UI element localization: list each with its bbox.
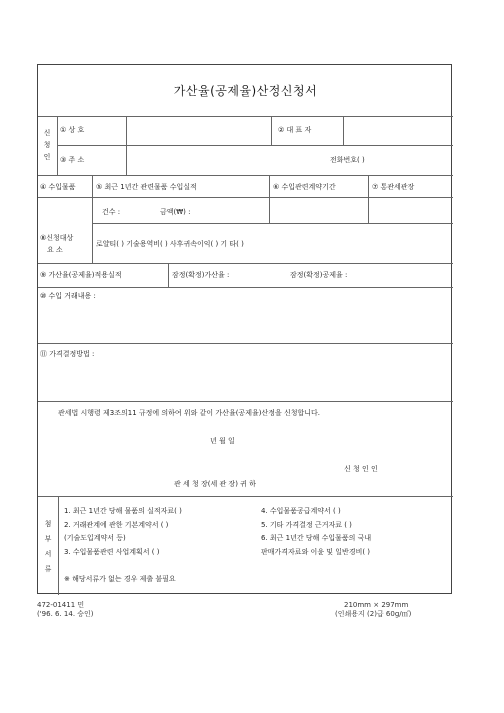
paper-spec: (인쇄용지 (2)급 60g/㎡)	[335, 610, 412, 618]
import-performance-label: ⑤ 최근 1년간 관련물품 수입실적	[96, 183, 197, 191]
rule	[38, 263, 453, 264]
attachment-item: 4. 수입물품공급계약서 ( )	[261, 507, 341, 515]
address-label: ③ 주 소	[60, 156, 85, 164]
rule	[38, 343, 453, 344]
provisional-deduct-label: 잠정(확정)공제율 :	[290, 271, 348, 279]
declaration-date: 년 월 일	[210, 437, 235, 445]
rule	[38, 496, 453, 497]
rule	[38, 401, 453, 402]
contract-period-label: ⑥ 수입관련계약기간	[273, 183, 336, 191]
declaration-applicant: 신 청 인 인	[344, 465, 378, 473]
rule	[57, 116, 58, 175]
approval-date: ('96. 6. 14. 승인)	[37, 610, 94, 618]
rule	[57, 145, 453, 146]
rule	[38, 116, 453, 117]
rule	[92, 223, 453, 224]
trade-name-label: ① 상 호	[60, 126, 85, 134]
application-form	[37, 64, 452, 594]
rule	[368, 175, 369, 223]
applied-record-label: ⑨ 가산율(공제율)적용실적	[40, 271, 122, 279]
subject-label: ⑧신청대상	[40, 234, 74, 242]
import-item-label: ④ 수입물품	[40, 183, 76, 191]
transaction-label: ⑩ 수입 거래내용 :	[40, 292, 96, 300]
rule	[38, 287, 453, 288]
attachments-side-label: 첨 부 서 류	[44, 520, 52, 573]
attachment-item: 1. 최근 1년간 당해 물품의 실적자료( )	[64, 507, 182, 515]
provisional-add-label: 잠정(확정)가산율 :	[172, 271, 230, 279]
rule	[269, 175, 270, 223]
amount-label: 금액(₩) :	[160, 208, 191, 216]
subject-options: 로얄티( ) 기술용역비( ) 사후귀속이익( ) 기 타( )	[96, 240, 244, 248]
rule	[58, 496, 59, 595]
rule	[38, 175, 453, 176]
customs-office-label: ⑦ 통관세관장	[372, 183, 415, 191]
attachment-item: 판매가격자료와 이윤 및 일반경비( )	[261, 548, 371, 556]
rule	[92, 175, 93, 263]
phone-label: 전화번호( )	[330, 156, 365, 164]
declaration-statement: 관세법 시행령 제3조의11 규정에 의하여 위와 같이 가산율(공제율)산정을 신청합니다.	[58, 409, 320, 417]
attachment-item: 5. 기타 가격결정 근거자료 ( )	[261, 521, 352, 529]
attachment-item: (기술도입계약서 등)	[64, 534, 126, 542]
rule	[126, 116, 127, 175]
rule	[168, 263, 169, 287]
subject-label-2: 요 소	[47, 246, 63, 254]
price-method-label: ⑪ 가격결정방법 :	[40, 350, 95, 358]
count-label: 건수 :	[102, 208, 121, 216]
attachment-item: 2. 거래관계에 관한 기본계약서 ( )	[64, 521, 169, 529]
attachment-item: 3. 수입물품관련 사업계획서 ( )	[64, 548, 160, 556]
rule	[343, 116, 344, 146]
declaration-recipient: 관 세 청 장(세 관 장) 귀 하	[174, 480, 256, 488]
representative-label: ② 대 표 자	[278, 126, 312, 134]
paper-size: 210mm × 297mm	[344, 601, 409, 609]
attachments-note: ※ 해당서류가 없는 경우 제출 불필요	[64, 575, 176, 583]
form-title: 가산율(공제율)산정신청서	[173, 84, 318, 98]
applicant-side-label: 신 청 인	[43, 129, 51, 161]
rule	[271, 116, 272, 146]
form-number: 472-01411 민	[37, 601, 85, 609]
attachment-item: 6. 최근 1년간 당해 수입물품의 국내	[261, 534, 372, 542]
rule	[38, 197, 453, 198]
